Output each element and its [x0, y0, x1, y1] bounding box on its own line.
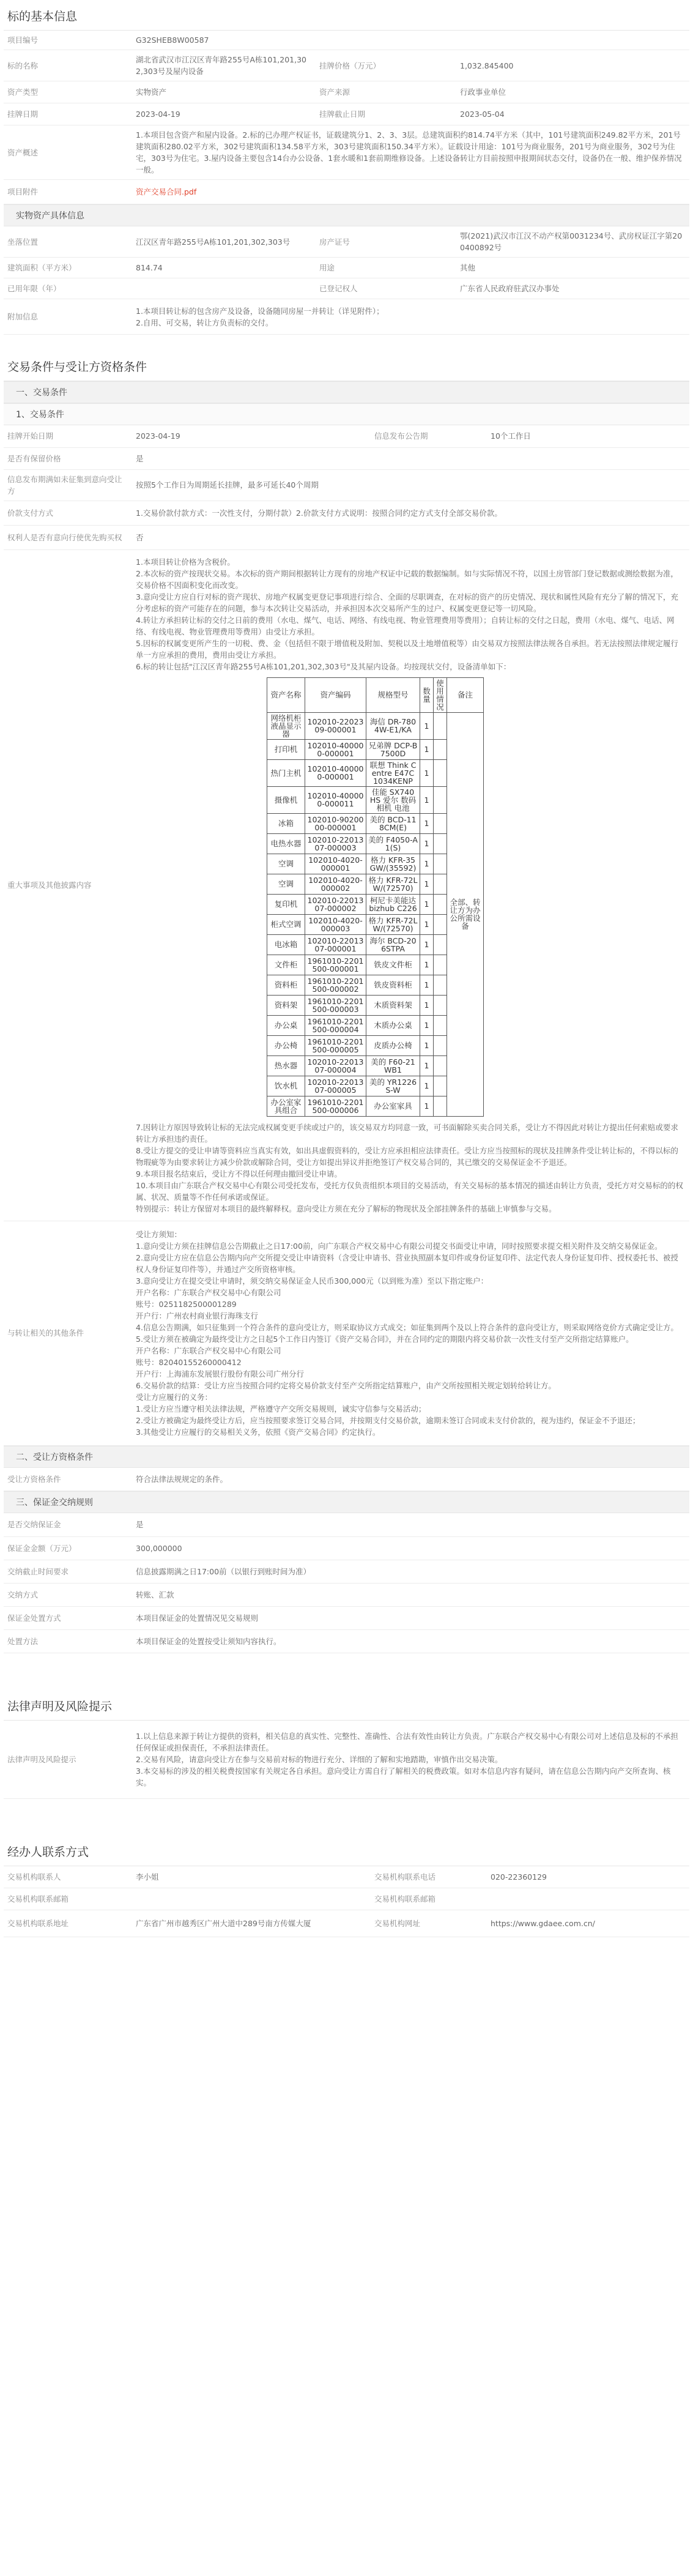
section-subtitle-qualification: 二、受让方资格条件	[4, 1446, 689, 1468]
major-item: 5.因标的权属变更所产生的一切税、费、金（包括但不限于增值税及附加、契税以及土地增值税等）由交易双方按照法律法规各自承担。若无法按照法律规定履行单一方应承担的费用，费用由受让方承担。	[136, 638, 678, 660]
equipment-cell: 102010-2201307-000001	[305, 934, 366, 955]
equipment-cell: 佳能 SX740 HS 爱尔 数码相机 电池	[366, 786, 420, 813]
equipment-cell: 铁皮资料柜	[366, 975, 420, 995]
website-link[interactable]: https://www.gdaee.com.cn/	[487, 1910, 689, 1937]
equipment-cell: 1	[420, 995, 434, 1015]
equipment-cell: 饮水机	[267, 1076, 305, 1096]
attachment-link[interactable]: 资产交易合同.pdf	[136, 187, 197, 196]
legal-item: 1.以上信息来源于转让方提供的资料，相关信息的真实性、完整性、准确性、合法有效性由转让方负责。广东联合产权交易中心有限公司对上述信息及标的不承担任何保证或担保责任，不承担法律责任。	[136, 1731, 678, 1752]
field-label: 挂牌开始日期	[4, 425, 132, 447]
table-row	[4, 549, 689, 1221]
field-value: 2023-04-19	[132, 425, 371, 447]
table-row	[4, 1560, 689, 1583]
major-item: 2.本次标的资产按现状交易。本次标的资产期间根据转让方现有的房地产权证中记载的数据编制。如与实际情况不符，以国土房管部门登记数据或测绘数据为准，交易价格不因面积变化而改变。	[136, 568, 678, 590]
equipment-cell: 美的 YR1226S-W	[366, 1076, 420, 1096]
equipment-cell: 102010-400000-000001	[305, 759, 366, 786]
field-label: 附加信息	[4, 299, 132, 335]
transfer-item: 4.信息公告期满，如只征集到一个符合条件的意向受让方，则采取协议方式成交；如征集到两个及以上符合条件的意向受让方，则采取网络竞价方式确定受让方。	[136, 1322, 678, 1332]
field-value: 是	[132, 1513, 689, 1536]
equipment-cell: 木质资料架	[366, 995, 420, 1015]
equipment-cell	[434, 1035, 447, 1055]
field-value: 否	[132, 525, 689, 549]
equipment-cell: 全部、转让方为办公所需设备	[447, 712, 484, 1116]
equipment-cell	[434, 874, 447, 894]
section-title-contact: 经办人联系方式	[4, 1836, 689, 1866]
equipment-cell	[434, 995, 447, 1015]
equipment-cell: 1	[420, 739, 434, 759]
field-label: 交纳方式	[4, 1583, 132, 1606]
equipment-cell: 1	[420, 874, 434, 894]
table-row	[4, 425, 689, 447]
field-label: 价款支付方式	[4, 501, 132, 525]
equipment-cell: 1961010-2201500-000001	[305, 955, 366, 975]
field-label: 交易机构联系电话	[371, 1866, 487, 1888]
field-value: 符合法律法规规定的条件。	[132, 1468, 689, 1491]
field-value: G32SHEB8W00587	[132, 31, 689, 50]
field-value: 鄂(2021)武汉市江汉不动产权第0031234号、武房权证江字第200400892号	[456, 226, 689, 258]
equipment-cell: 102010-2201307-000003	[305, 833, 366, 854]
major-item: 9.本项目报名结束后，受让方不得以任何理由撤回受让申请。	[136, 1169, 342, 1178]
transfer-item: 开户行：上海浦东发展银行股份有限公司广州分行	[136, 1369, 305, 1379]
equipment-cell	[434, 854, 447, 874]
equipment-cell	[434, 1015, 447, 1035]
equipment-cell: 102010-2201307-000004	[305, 1055, 366, 1076]
field-label: 项目编号	[4, 31, 132, 50]
equipment-cell: 美的 BCD-118CM(E)	[366, 813, 420, 833]
table-row	[4, 31, 689, 50]
equipment-cell: 格力 KFR-72LW/(72570)	[366, 914, 420, 934]
field-value	[132, 1888, 371, 1910]
field-label: 用途	[316, 258, 456, 278]
field-label: 标的名称	[4, 50, 132, 81]
table-row	[4, 525, 689, 549]
deposit-table	[4, 1513, 689, 1653]
legal-item: 2.交易有风险，请意向受让方在参与交易前对标的物进行充分、详细的了解和实地踏勘，审慎作出交易决策。	[136, 1754, 503, 1764]
equipment-cell: 1	[420, 914, 434, 934]
equipment-cell: 办公椅	[267, 1035, 305, 1055]
table-row	[4, 1910, 689, 1937]
table-row	[4, 1583, 689, 1606]
field-value: 814.74	[132, 258, 316, 278]
equipment-cell: 102010-2201307-000005	[305, 1076, 366, 1096]
field-label: 处置方法	[4, 1629, 132, 1653]
extra-line: 2.自用、可交易，转让方负责标的交付。	[136, 318, 273, 327]
equipment-header-cell: 资产名称	[267, 677, 305, 712]
field-value: 1.交易价款付款方式：一次性支付，分期付款）2.价款支付方式说明：按照合同约定方式支付全部交易价款。	[132, 501, 689, 525]
transfer-item: 开户名称：广东联合产权交易中心有限公司	[136, 1346, 281, 1355]
equipment-cell: 102010-400000-000011	[305, 786, 366, 813]
equipment-cell: 打印机	[267, 739, 305, 759]
field-value: 2023-04-19	[132, 103, 316, 125]
field-label: 交易机构联系人	[4, 1866, 132, 1888]
equipment-cell: 电冰箱	[267, 934, 305, 955]
transfer-item: 开户名称：广东联合产权交易中心有限公司	[136, 1287, 281, 1297]
major-item: 7.因转让方原因导致转让标的无法完成权属变更手续或过户的，该交易双方均同意一致，可书面解除买卖合同关系，受让方不得因此对转让方提出任何索赔或要求转让方承担违约责任。	[136, 1122, 678, 1144]
equipment-cell: 办公室家具	[366, 1096, 420, 1116]
table-row	[4, 81, 689, 103]
equipment-header-cell: 规格型号	[366, 677, 420, 712]
field-label: 坐落位置	[4, 226, 132, 258]
section-subtitle-trade: 一、交易条件	[4, 381, 689, 403]
equipment-cell: 复印机	[267, 894, 305, 914]
equipment-row	[267, 712, 484, 739]
field-label: 与转让相关的其他条件	[4, 1221, 132, 1445]
table-row	[4, 1629, 689, 1653]
equipment-cell	[434, 1055, 447, 1076]
conditions-table	[4, 425, 689, 1446]
detail-table	[4, 226, 689, 335]
equipment-cell	[434, 1076, 447, 1096]
equipment-cell	[434, 759, 447, 786]
equipment-header-cell: 数量	[420, 677, 434, 712]
table-row	[4, 226, 689, 258]
equipment-cell: 102010-4020-000003	[305, 914, 366, 934]
field-label: 是否交纳保证金	[4, 1513, 132, 1536]
transfer-item: 3.意向受让方在提交受让申请时，须交纳交易保证金人民币300,000元（以到账为准）至以下指定账户：	[136, 1276, 489, 1286]
equipment-cell	[434, 894, 447, 914]
field-label: 是否有保留价格	[4, 447, 132, 469]
field-label: 建筑面积（平方米）	[4, 258, 132, 278]
field-value	[132, 278, 316, 299]
equipment-cell: 102010-2201307-000002	[305, 894, 366, 914]
equipment-cell: 海信 DR-7804W-E1/KA	[366, 712, 420, 739]
equipment-cell	[434, 813, 447, 833]
table-row	[4, 103, 689, 125]
section-title-basic: 标的基本信息	[4, 0, 689, 31]
equipment-cell: 1	[420, 1015, 434, 1035]
table-row	[4, 469, 689, 501]
field-label: 已用年限（年）	[4, 278, 132, 299]
equipment-cell: 办公室家具组合	[267, 1096, 305, 1116]
section-subtitle-trade-a: 1、交易条件	[4, 403, 689, 425]
equipment-cell: 1	[420, 975, 434, 995]
transfer-item: 1.受让方应当遵守相关法律法规，严格遵守产交所交易规则，诚实守信参与交易活动；	[136, 1404, 426, 1413]
overview-text: 1.本项目包含资产和屋内设备。2.标的已办理产权证书，证载建筑分1、2、3、3层。总建筑面积约814.74平方米（其中，101号建筑面积249.82平方米，201号建筑面积280.02平方米，302号建筑面积134.58平方米，303号建筑面积150.34平方米）。证载设计用途：101号为商业服务，201号为商业服务，302号为住宅，303号为住宅。3.屋内设备主要包含14台办公设备、1套水暖和1套前期维修设备。上述设备转让方目前按照申报期间状态交付，设备仍在一般、维护保养情况一般。	[132, 125, 689, 180]
equipment-cell	[434, 712, 447, 739]
table-row	[4, 299, 689, 335]
equipment-cell: 格力 KFR-72LW/(72570)	[366, 874, 420, 894]
basic-table	[4, 31, 689, 204]
field-value: 信息披露期满之日17:00前（以银行到账时间为准）	[132, 1560, 689, 1583]
equipment-cell: 网络机柜液晶显示器	[267, 712, 305, 739]
field-label: 保证金金额（万元）	[4, 1536, 132, 1560]
section-title-legal: 法律声明及风险提示	[4, 1690, 689, 1721]
field-value: 2023-05-04	[456, 103, 689, 125]
equipment-cell: 1961010-2201500-000006	[305, 1096, 366, 1116]
field-label: 资产来源	[316, 81, 456, 103]
equipment-cell: 空调	[267, 874, 305, 894]
table-row	[4, 1606, 689, 1629]
field-value: 其他	[456, 258, 689, 278]
field-label: 法律声明及风险提示	[4, 1721, 132, 1799]
table-row	[4, 1513, 689, 1536]
equipment-cell: 1	[420, 759, 434, 786]
major-item: 8.受让方提交的受让申请等资料应当真实有效，如出具虚假资料的，受让方应承担相应法律责任。受让方应当按照标的现状及挂牌条件受让转让标的，不得以标的物瑕疵等为由要求转让方减少价款或解除合同，受让方如提出异议并拒绝签订产权交易合同的，其已缴交的交易保证金不予退还。	[136, 1145, 678, 1167]
equipment-cell: 102010-4020-000002	[305, 874, 366, 894]
field-value: 江汉区青年路255号A栋101,201,302,303号	[132, 226, 316, 258]
field-value: 020-22360129	[487, 1866, 689, 1888]
equipment-cell: 资料架	[267, 995, 305, 1015]
field-value: 本项目保证金的处置按受让须知内容执行。	[132, 1629, 689, 1653]
section-subtitle-deposit: 三、保证金交纳规则	[4, 1491, 689, 1513]
equipment-cell: 102010-4020-000001	[305, 854, 366, 874]
equipment-cell: 空调	[267, 854, 305, 874]
field-label: 信息发布期满如未征集到意向受让方	[4, 469, 132, 501]
equipment-cell: 1	[420, 712, 434, 739]
transfer-conditions-list	[136, 1229, 686, 1438]
equipment-cell: 102010-9020000-000001	[305, 813, 366, 833]
equipment-cell: 兄弟牌 DCP-B7500D	[366, 739, 420, 759]
field-label: 资产类型	[4, 81, 132, 103]
field-label: 交易机构联系地址	[4, 1910, 132, 1937]
table-row	[4, 447, 689, 469]
equipment-cell: 1	[420, 833, 434, 854]
field-value: 湖北省武汉市江汉区青年路255号A栋101,201,302,303号及屋内设备	[132, 50, 316, 81]
major-item: 1.本项目转让价格为含税价。	[136, 557, 235, 567]
table-row	[4, 50, 689, 81]
equipment-cell	[434, 739, 447, 759]
equipment-cell: 1961010-2201500-000003	[305, 995, 366, 1015]
transfer-item: 2.受让方被确定为最终受让方后，应当按照要求签订交易合同，并按期支付交易价款，逾期未签订合同或未支付价款的，视为违约，保证金不予退还；	[136, 1415, 640, 1425]
contact-table	[4, 1866, 689, 1938]
transfer-item: 开户行：广州农村商业银行海珠支行	[136, 1311, 259, 1320]
equipment-cell: 资料柜	[267, 975, 305, 995]
field-label: 挂牌日期	[4, 103, 132, 125]
equipment-cell: 木质办公桌	[366, 1015, 420, 1035]
table-row	[4, 1221, 689, 1445]
equipment-cell	[434, 934, 447, 955]
table-row	[4, 125, 689, 180]
equipment-table	[267, 677, 484, 1117]
table-row	[4, 1721, 689, 1799]
major-bottom-list	[136, 1122, 686, 1215]
extra-line: 1.本项目转让标的包含房产及设备，设备随同房屋一并转让（详见附件）；	[136, 306, 384, 316]
legal-list	[136, 1730, 686, 1789]
field-label: 房产证号	[316, 226, 456, 258]
equipment-header-cell: 备注	[447, 677, 484, 712]
equipment-cell: 1961010-2201500-000002	[305, 975, 366, 995]
equipment-cell: 美的 F4050-A1(S)	[366, 833, 420, 854]
equipment-cell: 1	[420, 1055, 434, 1076]
major-item: 4.转让方承担转让标的交付之日前的费用（水电、煤气、电话、网络、有线电视、物业管理费用等费用）；自转让标的交付之日起，费用（水电、煤气、电话、网络、有线电视、物业管理费用等费用）由受让方承担。	[136, 615, 675, 636]
table-row	[4, 1468, 689, 1491]
field-label: 交易机构联系邮箱	[371, 1888, 487, 1910]
field-value: 300,000000	[132, 1536, 689, 1560]
field-label: 交易机构网址	[371, 1910, 487, 1937]
field-value: 转账、汇款	[132, 1583, 689, 1606]
equipment-cell: 柯尼卡美能达 bizhub C226	[366, 894, 420, 914]
field-value: 行政事业单位	[456, 81, 689, 103]
equipment-cell	[434, 914, 447, 934]
legal-table	[4, 1721, 689, 1799]
field-label: 挂牌价格（万元）	[316, 50, 456, 81]
field-value: 10个工作日	[487, 425, 689, 447]
field-label: 重大事项及其他披露内容	[4, 549, 132, 1221]
equipment-cell: 102010-2202309-000001	[305, 712, 366, 739]
field-value: 按照5个工作日为周期延长挂牌，最多可延长40个周期	[132, 469, 689, 501]
equipment-cell: 1961010-2201500-000005	[305, 1035, 366, 1055]
field-value	[487, 1888, 689, 1910]
equipment-cell: 1	[420, 955, 434, 975]
field-value: 本项目保证金的处置情况见交易规则	[132, 1606, 689, 1629]
field-label: 已登记权人	[316, 278, 456, 299]
major-item: 6.标的转让包括"江汉区青年路255号A栋101,201,302,303号"及其屋内设备。均按现状交付，设备清单如下：	[136, 661, 511, 671]
equipment-cell: 1	[420, 1096, 434, 1116]
field-label: 挂牌截止日期	[316, 103, 456, 125]
equipment-cell	[434, 833, 447, 854]
equipment-cell: 热水器	[267, 1055, 305, 1076]
equipment-cell: 冰箱	[267, 813, 305, 833]
legal-item: 3.本交易标的涉及的相关税费按国家有关规定各自承担。意向受让方需自行了解相关的税费政策。如对本信息内容有疑问，请在信息公告期内向产交所查询、核实。	[136, 1766, 671, 1787]
field-label: 信息发布公告期	[371, 425, 487, 447]
equipment-cell: 摄像机	[267, 786, 305, 813]
table-row	[4, 501, 689, 525]
transfer-item: 3.其他受让方应履行的交易相关义务，依照《资产交易合同》约定执行。	[136, 1427, 380, 1437]
equipment-cell: 皮质办公椅	[366, 1035, 420, 1055]
transfer-item: 2.意向受让方应在信息公告期内向产交所提交受让申请资料（含受让申请书、营业执照副本复印件或身份证复印件、法定代表人身份证复印件、授权委托书、被授权人身份证复印件等），并通过产交所资格审核。	[136, 1253, 678, 1274]
equipment-cell	[434, 955, 447, 975]
equipment-cell: 1	[420, 1035, 434, 1055]
equipment-header-cell: 资产编码	[305, 677, 366, 712]
field-value: 1,032.845400	[456, 50, 689, 81]
equipment-cell: 1	[420, 894, 434, 914]
transfer-item: 受让方须知：	[136, 1229, 182, 1239]
equipment-cell: 格力 KFR-35GW/(35592)	[366, 854, 420, 874]
equipment-cell: 柜式空调	[267, 914, 305, 934]
qualification-table	[4, 1468, 689, 1492]
equipment-cell: 海尔 BCD-206STPA	[366, 934, 420, 955]
field-value: 实物资产	[132, 81, 316, 103]
equipment-cell: 热门主机	[267, 759, 305, 786]
table-row	[4, 180, 689, 204]
field-label: 权利人是否有意向行使优先购买权	[4, 525, 132, 549]
transfer-item: 6.交易价款的结算：受让方应当按照合同约定将交易价款支付至产交所指定结算账户，由产交所按照相关规定划转给转让方。	[136, 1380, 556, 1390]
equipment-cell: 1	[420, 854, 434, 874]
equipment-header-cell: 使用情况	[434, 677, 447, 712]
transfer-item: 账号：82040155260000412	[136, 1357, 242, 1367]
field-label: 交易机构联系邮箱	[4, 1888, 132, 1910]
table-row	[4, 1536, 689, 1560]
field-label: 保证金处置方式	[4, 1606, 132, 1629]
field-value: 是	[132, 447, 689, 469]
section-title-conditions: 交易条件与受让方资格条件	[4, 351, 689, 381]
table-row	[4, 1888, 689, 1910]
equipment-cell: 1	[420, 813, 434, 833]
equipment-cell: 文件柜	[267, 955, 305, 975]
equipment-cell: 铁皮文件柜	[366, 955, 420, 975]
equipment-table-wrap	[267, 677, 686, 1117]
equipment-cell	[434, 975, 447, 995]
section-subtitle-detail: 实物资产具体信息	[4, 204, 689, 226]
field-label: 受让方资格条件	[4, 1468, 132, 1491]
major-top-list	[136, 556, 686, 672]
equipment-cell	[434, 1096, 447, 1116]
table-row	[4, 1866, 689, 1888]
transfer-item: 账号：0251182500001289	[136, 1299, 237, 1309]
field-label: 交纳截止时间要求	[4, 1560, 132, 1583]
transfer-item: 受让方应履行的义务：	[136, 1392, 213, 1402]
transfer-item: 5.受让方须在被确定为最终受让方之日起5个工作日内签订《资产交易合同》，并在合同约定的期限内将交易价款一次性支付至产交所指定结算账户。	[136, 1334, 634, 1344]
table-row	[4, 278, 689, 299]
equipment-cell: 1	[420, 934, 434, 955]
field-label: 项目附件	[4, 180, 132, 204]
equipment-cell: 1	[420, 786, 434, 813]
table-row	[4, 258, 689, 278]
equipment-cell: 美的 F60-21WB1	[366, 1055, 420, 1076]
equipment-cell: 办公桌	[267, 1015, 305, 1035]
transfer-item: 1.意向受让方须在挂牌信息公告期截止之日17:00前，向广东联合产权交易中心有限公司提交书面受让申请，同时按照要求提交相关附件及交纳交易保证金。	[136, 1241, 662, 1251]
equipment-cell: 联想 Think Centre E47C 1034KENP	[366, 759, 420, 786]
major-item: 特别提示：转让方保留对本项目的最终解释权。意向受让方须在充分了解标的物现状及全部挂牌条件的基础上审慎参与交易。	[136, 1204, 557, 1213]
equipment-cell: 1	[420, 1076, 434, 1096]
equipment-cell	[434, 786, 447, 813]
equipment-header-row	[267, 677, 484, 712]
field-label: 资产概述	[4, 125, 132, 180]
equipment-cell: 1961010-2201500-000004	[305, 1015, 366, 1035]
field-value: 广东省人民政府驻武汉办事处	[456, 278, 689, 299]
equipment-cell: 电热水器	[267, 833, 305, 854]
major-item: 10.本项目由广东联合产权交易中心有限公司受托发布，受托方仅负责组织本项目的交易活动，有关交易标的基本情况的描述由转让方负责，受托方对交易标的的权属、状况、质量等不作任何承诺或保证。	[136, 1180, 683, 1202]
field-value: 广东省广州市越秀区广州大道中289号南方传媒大厦	[132, 1910, 371, 1937]
field-value: 李小姐	[132, 1866, 371, 1888]
equipment-cell: 102010-400000-000001	[305, 739, 366, 759]
major-item: 3.意向受让方应自行对标的资产现状、房地产权属变更登记事项进行综合、全面的尽职调查，在对标的资产的历史情况、现状和属性风险有充分了解的情况下，充分考虑标的资产可能存在的问题，参与本次转让交易活动，并承担因本次交易所产生的过户、权属变更登记等一切风险。	[136, 592, 678, 613]
